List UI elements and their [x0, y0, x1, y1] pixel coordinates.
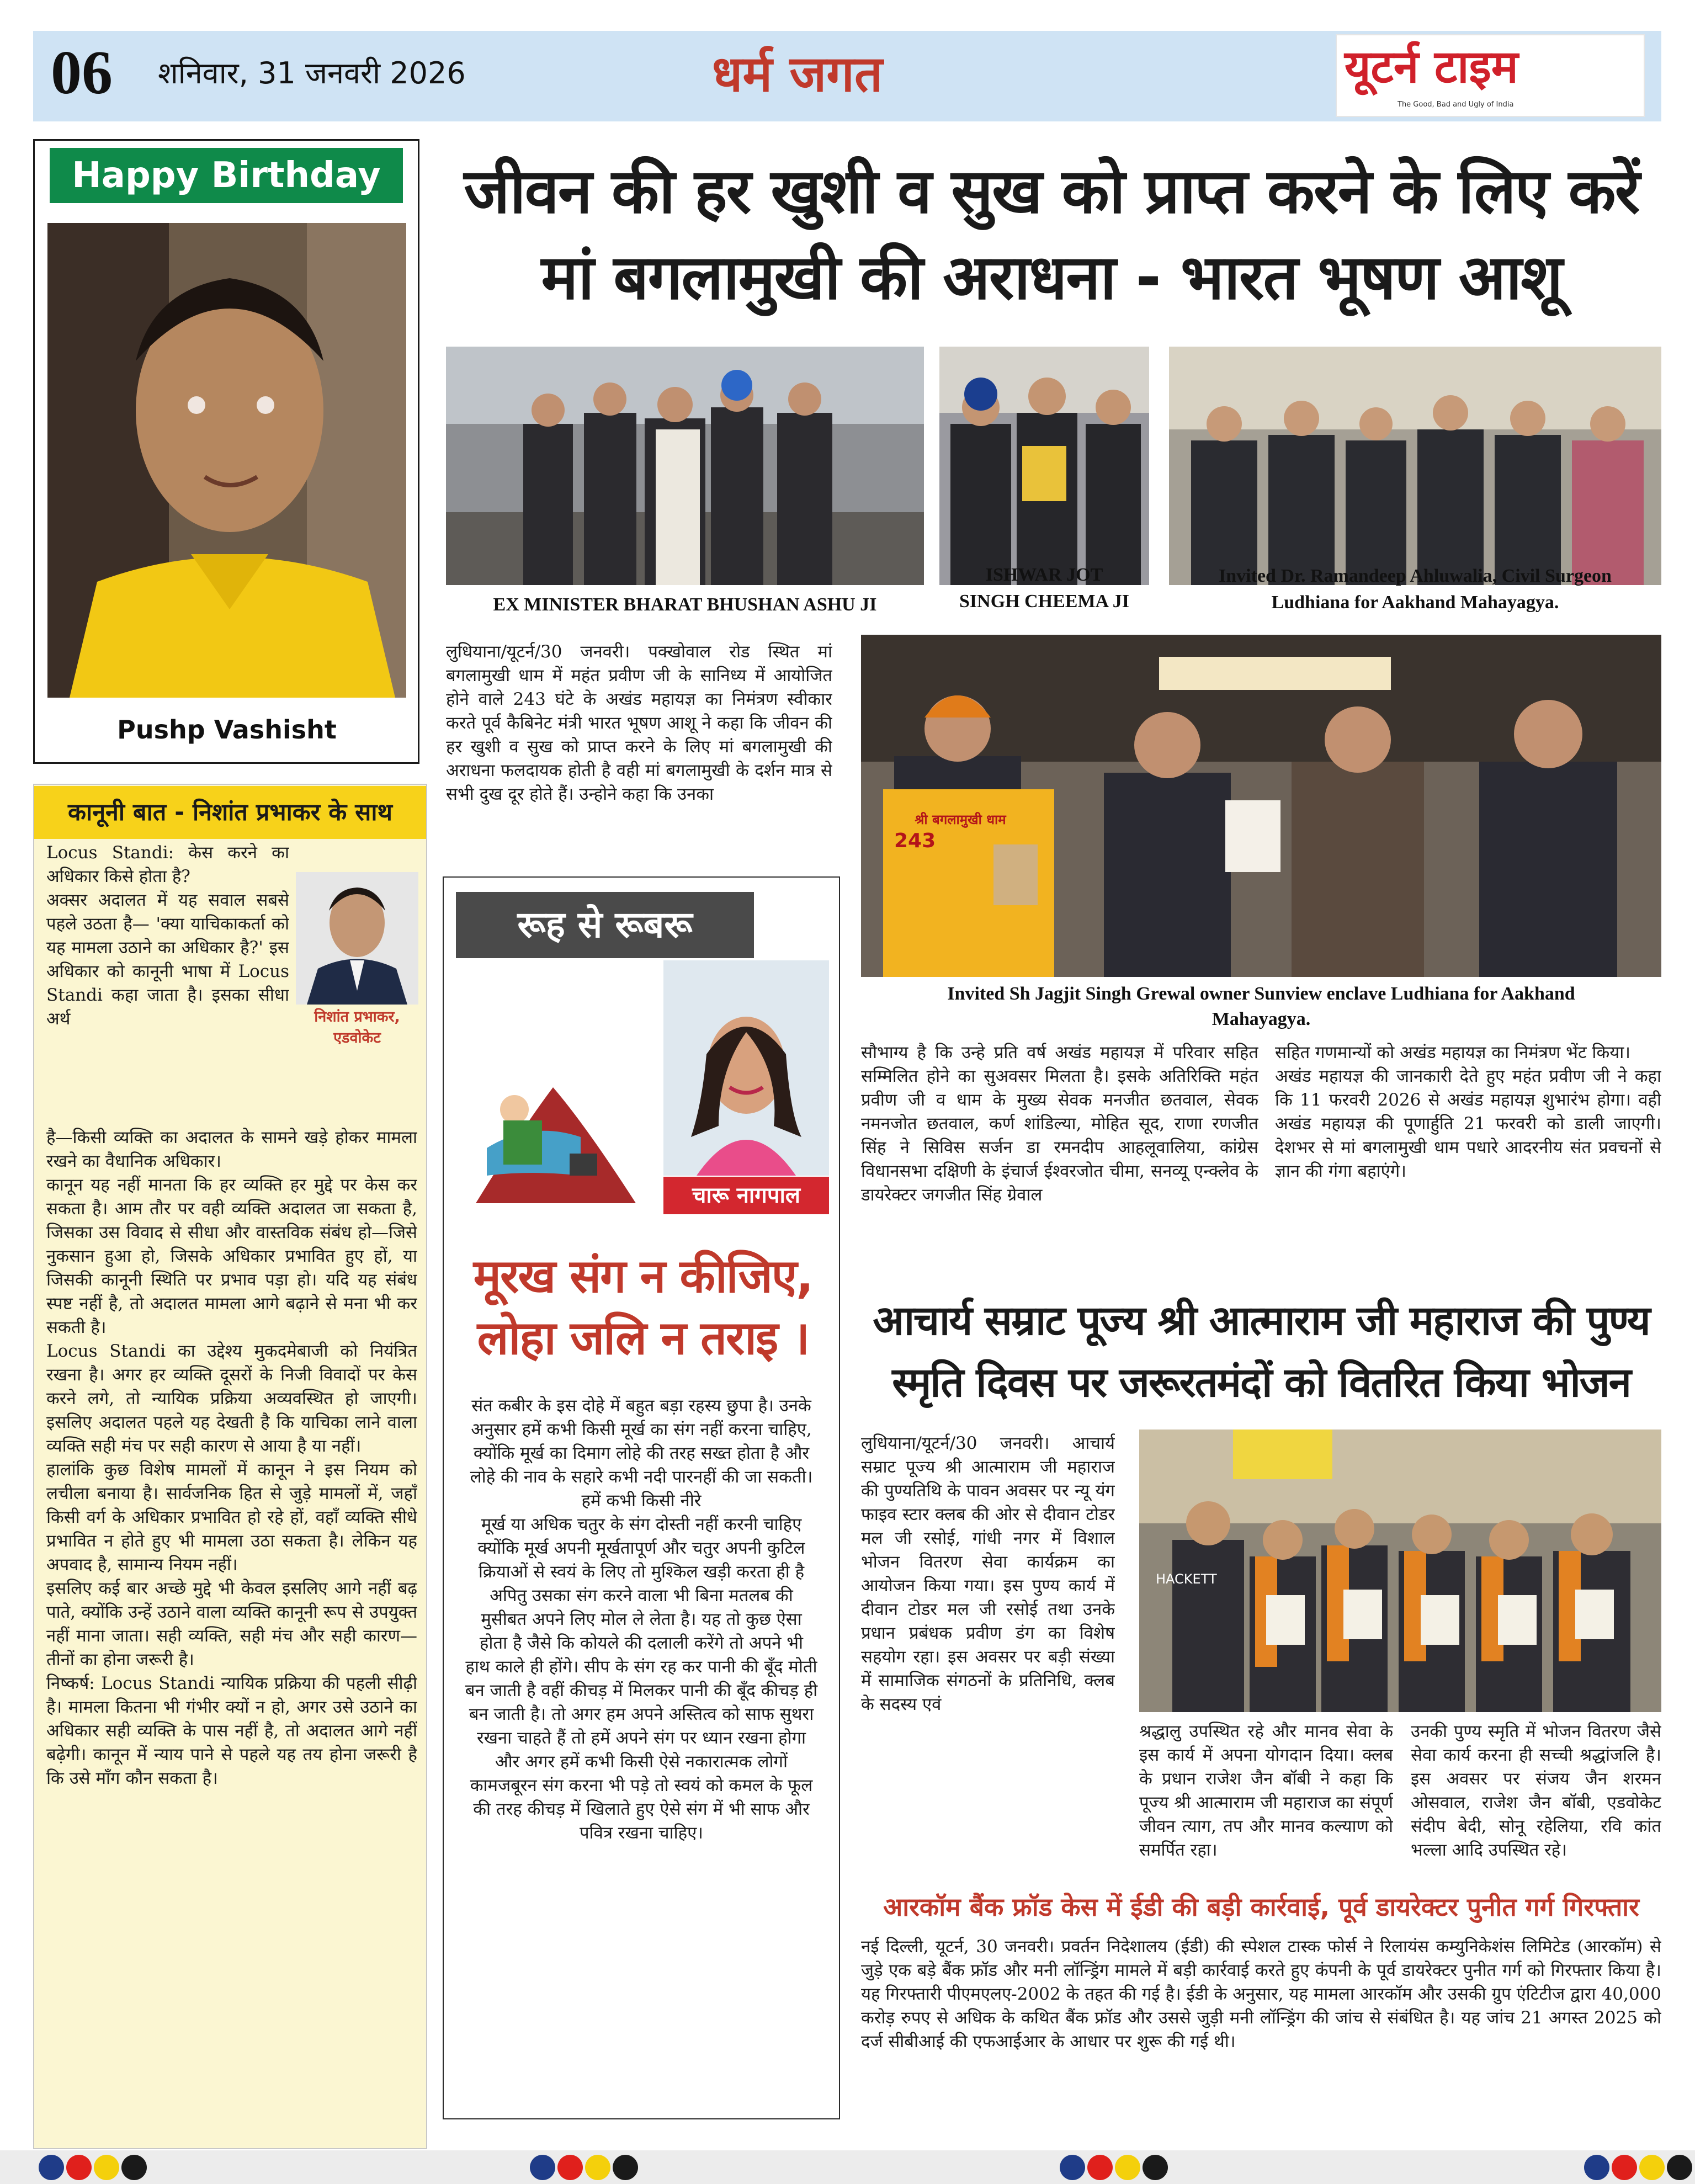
birthday-banner: Happy Birthday: [50, 148, 403, 203]
logo-text: यूटर्न टाइम: [1345, 41, 1518, 93]
rooh-banner: रूह से रूबरू: [456, 892, 754, 958]
rooh-author-photo: [663, 960, 829, 1176]
registration-dot: [1667, 2155, 1692, 2180]
birthday-photo: [47, 223, 406, 698]
story-photo-grewal: [861, 635, 1661, 977]
story-photo-cheema: [939, 347, 1149, 585]
registration-dot: [1115, 2155, 1140, 2180]
caption-ahluwalia: Invited Dr. Ramandeep Ahluwalia, Civil Surgeon Ludhiana for Aakhand Mahayagya.: [1219, 566, 1612, 613]
rooh-headline-line2: लोहा जलि न तराइ ।: [477, 1311, 809, 1365]
registration-dot: [66, 2155, 92, 2180]
registration-dot: [1087, 2155, 1113, 2180]
second-story-col3: उनकी पुण्य स्मृति में भोजन वितरण जैसे सेवा कार्य करना ही सच्ची श्रद्धांजलि है। इस अवसर पर संजय जैन शरमन ओसवाल, राजेश जैन बॉबी, एडवोकेट संदीप बेदी, सोनू रहेलिया, रवि कांत भल्ला आदि उपस्थित रहे।: [1411, 1721, 1661, 1860]
second-headline-line2: स्मृति दिवस पर जरूरतमंदों को वितरित किया भोजन: [892, 1359, 1630, 1406]
rooh-author-name: चारू नागपाल: [663, 1177, 829, 1214]
registration-dot: [121, 2155, 147, 2180]
caption-ashu: EX MINISTER BHARAT BHUSHAN ASHU JI: [493, 594, 877, 615]
registration-dot: [1612, 2155, 1637, 2180]
rooh-illustration: [454, 1065, 646, 1203]
rooh-body: संत कबीर के इस दोहे में बहुत बड़ा रहस्य छुपा है। उनके अनुसार हमें कभी किसी मूर्ख का संग नहीं करना चाहिए, क्योंकि मूर्ख का दिमाग लोहे की तरह सख्त होता है और लोहे की नाव के सहारे कभी नदी पारनहीं की जा सकती। हमें कभी किसी नीरे मूर्ख या अधिक चतुर के संग दोस्ती नहीं करनी चाहिए क्योंकि मूर्ख अपनी मूर्खतापूर्ण और चतुर अपनी कुटिल क्रियाओं से स्वयं के लिए तो मुश्किल खड़ी करता ही है अपितु उसका संग करने वाला भी बिना मतलब की मुसीबत अपने लिए मोल ले लेता है। यह तो कुछ ऐसा होता है जैसे कि कोयले की दलाली करेंगे तो अपने भी हाथ काले ही होंगे। सीप के संग रह कर पानी की बूँद मोती बन जाती है वहीं कीचड़ में मिलकर पानी की बूँद कीचड़ ही बन जाती है। तो अगर हम अपने अस्तित्व को साफ सुथरा रखना चाहते हैं तो हमें अपने संग पर ध्यान रखना होगा और अगर हमें कभी किसी ऐसे नकारात्मक लोगों कामजबूरन संग करना भी पड़े तो स्वयं को कमल के फूल की तरह कीचड़ में खिलाते हुए ऐसे संग में भी साफ और पवित्र रखना चाहिए।: [465, 1396, 818, 1843]
newspaper-logo: [1336, 34, 1645, 117]
page-number: 06: [51, 39, 113, 107]
birthday-name: Pushp Vashisht: [117, 715, 337, 745]
caption-grewal: Invited Sh Jagjit Singh Grewal owner Sunview enclave Ludhiana for Aakhand Mahayagya.: [947, 984, 1575, 1029]
registration-dot: [1584, 2155, 1609, 2180]
main-story-col2: सौभाग्य है कि उन्हे प्रति वर्ष अखंड महायज्ञ में परिवार सहित सम्मिलित होने का सुअवसर मिलता है। इसके अतिरिक्ति महंत प्रवीण जी व धाम के मुख्य सेवक मनजीत छतवाल, सेवक नमनजोत छतवाल, कर्ण शांडिल्या, मोहित सूद, राणा रणजीत सिंह ने सिविस सर्जन डा रमनदीप आहलूवालिया, कांग्रेस विधानसभा दक्षिणी के इंचार्ज ईश्वरजोत चीमा, सनव्यू एन्क्लेव के डायरेक्टर जगजीत सिंह ग्रेवाल: [861, 1043, 1258, 1205]
footer-band: [0, 2150, 1695, 2184]
calendar-hours: 243: [894, 830, 936, 852]
story-photo-ahluwalia: [1169, 347, 1661, 585]
main-headline-line2: मां बगलामुखी की अराधना - भारत भूषण आशू: [541, 242, 1562, 313]
section-title: धर्म जगत: [712, 45, 883, 103]
author-caption: निशांत प्रभाकर, एडवोकेट: [314, 1008, 400, 1046]
logo-tagline: The Good, Bad and Ugly of India: [1398, 100, 1514, 109]
registration-dot: [1143, 2155, 1168, 2180]
main-story-intro: लुधियाना/यूटर्न/30 जनवरी। पक्खोवाल रोड स्थित मां बगलामुखी धाम में महंत प्रवीण जी के सानिध्य में आयोजित होने वाले 243 घंटे के अखंड महायज्ञ का निमंत्रण स्वीकार करते पूर्व कैबिनेट मंत्री भारत भूषण आशू ने कहा कि जीवन की हर खुशी व सुख को प्राप्त करने के लिए मां बगलामुखी की अराधना फलदायक होती है वही मां बगलामुखी के दर्शन मात्र से सभी दुख दूर होते हैं। उन्होने कहा कि उनका: [446, 642, 832, 804]
third-headline: आरकॉम बैंक फ्रॉड केस में ईडी की बड़ी कार्रवाई, पूर्व डायरेक्टर पुनीत गर्ग गिरफ्तार: [883, 1892, 1639, 1922]
registration-dot: [530, 2155, 555, 2180]
hackett-shirt-text: HACKETT: [1156, 1571, 1217, 1587]
registration-dot: [1639, 2155, 1665, 2180]
rooh-headline-line1: मूरख संग न कीजिए,: [473, 1249, 813, 1303]
second-story-col2: श्रद्धालु उपस्थित रहे और मानव सेवा के इस कार्य में अपना योगदान दिया। क्लब के प्रधान राजेश जैन बॉबी ने कहा कि पूज्य श्री आत्माराम जी महाराज का संपूर्ण जीवन त्याग, तप और मानव कल्याण को समर्पित रहा।: [1139, 1721, 1393, 1860]
page-date: शनिवार, 31 जनवरी 2026: [158, 56, 466, 91]
legal-column-title: कानूनी बात - निशांत प्रभाकर के साथ: [34, 786, 426, 839]
main-story-col3: सहित गणमान्यों को अखंड महायज्ञ का निमंत्रण भेंट किया। अखंड महायज्ञ की जानकारी देते हुए महंत प्रवीण जी ने कहा कि 11 फरवरी 2026 से अखंड महायज्ञ शुभारंभ होगा। वही अखंड महायज्ञ की पूणार्हुति 21 फरवरी को डाली जाएगी। देशभर से मां बगलामुखी धाम पधारे आदरनीय संत प्रवचनों से ज्ञान की गंगा बहाएंगे।: [1275, 1043, 1661, 1181]
legal-column-intro: Locus Standi: केस करने का अधिकार किसे होता है? अक्सर अदालत में यह सवाल सबसे पहले उठता है— 'क्या याचिकाकर्ता को यह मामला उठाने का अधिकार है?' इस अधिकार को कानूनी भाषा में Locus Standi कहा जाता है। इसका सीधा अर्थ: [46, 843, 289, 1029]
caption-cheema: ISHWAR JOT SINGH CHEEMA JI: [959, 565, 1129, 612]
registration-dot: [94, 2155, 119, 2180]
registration-dot: [613, 2155, 638, 2180]
story-photo-ashu: [446, 347, 924, 585]
registration-dot: [585, 2155, 610, 2180]
registration-dot: [1060, 2155, 1085, 2180]
third-story-body: नई दिल्ली, यूटर्न, 30 जनवरी। प्रवर्तन निदेशालय (ईडी) की स्पेशल टास्क फोर्स ने रिलायंस कम्युनिकेशंस लिमिटेड (आरकॉम) से जुड़े एक बड़े बैंक फ्रॉड और मनी लॉन्ड्रिंग मामले में बड़ी कार्रवाई करते हुए कंपनी के पूर्व डायरेक्टर पुनीत गर्ग को गिरफ्तार किया है। यह गिरफ्तारी पीएमएलए-2002 के तहत की गई है। ईडी के अनुसार, यह मामला आरकॉम और उसकी ग्रुप एंटिटीज द्वारा 40,000 करोड़ रुपए से अधिक के कथित बैंक फ्रॉड और उससे जुड़ी मनी लॉन्ड्रिंग की जांच से संबंधित है। यह जांच 21 अगस्त 2025 को दर्ज सीबीआई की एफआईआर के आधार पर शुरू की गई थी।: [861, 1937, 1661, 2052]
author-photo: [296, 872, 418, 1005]
main-headline-line1: जीवन की हर खुशी व सुख को प्राप्त करने के लिए करें: [464, 156, 1639, 227]
registration-dot: [39, 2155, 64, 2180]
legal-column-body: है—किसी व्यक्ति का अदालत के सामने खड़े होकर मामला रखने का वैधानिक अधिकार। कानून यह नहीं मानता कि हर व्यक्ति हर मुद्दे पर केस कर सकता है। आम तौर पर वही व्यक्ति अदालत जा सकता है, जिसका उस विवाद से सीधा और वास्तविक संबंध हो—जिसे नुकसान हुआ हो, जिसके अधिकार प्रभावित हुए हों, या जिसकी कानूनी स्थिति पर प्रभाव पड़ा हो। यदि यह संबंध स्पष्ट नहीं है, तो अदालत मामला आगे बढ़ाने से मना भी कर सकती है। Locus Standi का उद्देश्य मुकदमेबाजी को नियंत्रित रखना है। अगर हर व्यक्ति दूसरों के निजी विवादों पर केस करने लगे, तो न्यायिक प्रक्रिया अव्यवस्थित हो जाएगी। इसलिए अदालत पहले यह देखती है कि याचिका लाने वाला व्यक्ति सही मंच पर सही कारण से आया है या नहीं। हालांकि कुछ विशेष मामलों में कानून ने इस नियम को लचीला बनाया है। सार्वजनिक हित से जुड़े मामलों में, जहाँ किसी वर्ग के अधिकार प्रभावित हो रहे हों, वहाँ व्यक्ति सीधे प्रभावित न होते हुए भी मामला उठा सकता है। लेकिन यह अपवाद है, सामान्य नियम नहीं। इसलिए कई बार अच्छे मुद्दे भी केवल इसलिए आगे नहीं बढ़ पाते, क्योंकि उन्हें उठाने वाला व्यक्ति कानूनी रूप से उपयुक्त नहीं माना जाता। सही व्यक्ति, सही मंच और सही कारण—तीनों का होना जरूरी है। निष्कर्ष: Locus Standi न्यायिक प्रक्रिया की पहली सीढ़ी है। मामला कितना भी गंभीर क्यों न हो, अगर उसे उठाने का अधिकार सही व्यक्ति के पास नहीं है, तो अदालत आगे नहीं बढ़ेगी। कानून में न्याय पाने से पहले यह तय होना जरूरी है कि उसे माँग कौन सकता है।: [46, 1128, 417, 1788]
second-story-col1: लुधियाना/यूटर्न/30 जनवरी। आचार्य सम्राट पूज्य श्री आत्माराम जी महाराज की पुण्यतिथि के पावन अवसर पर न्यू यंग फाइव स्टार क्लब की ओर से दीवान टोडर मल जी रसोई, गांधी नगर में विशाल भोजन वितरण सेवा कार्यक्रम का आयोजन किया गया। इस पुण्य कार्य में दीवान टोडर मल जी रसोई तथा उनके प्रधान प्रबंधक प्रवीण डंग का विशेष सहयोग रहा। इस अवसर पर बड़ी संख्या में सामाजिक संगठनों के प्रतिनिधि, क्लब के सदस्य एवं: [861, 1433, 1115, 1714]
registration-dot: [557, 2155, 583, 2180]
calendar-title: श्री बगलामुखी धाम: [915, 812, 1006, 827]
second-headline-line1: आचार्य सम्राट पूज्य श्री आत्माराम जी महाराज की पुण्य: [873, 1297, 1650, 1345]
